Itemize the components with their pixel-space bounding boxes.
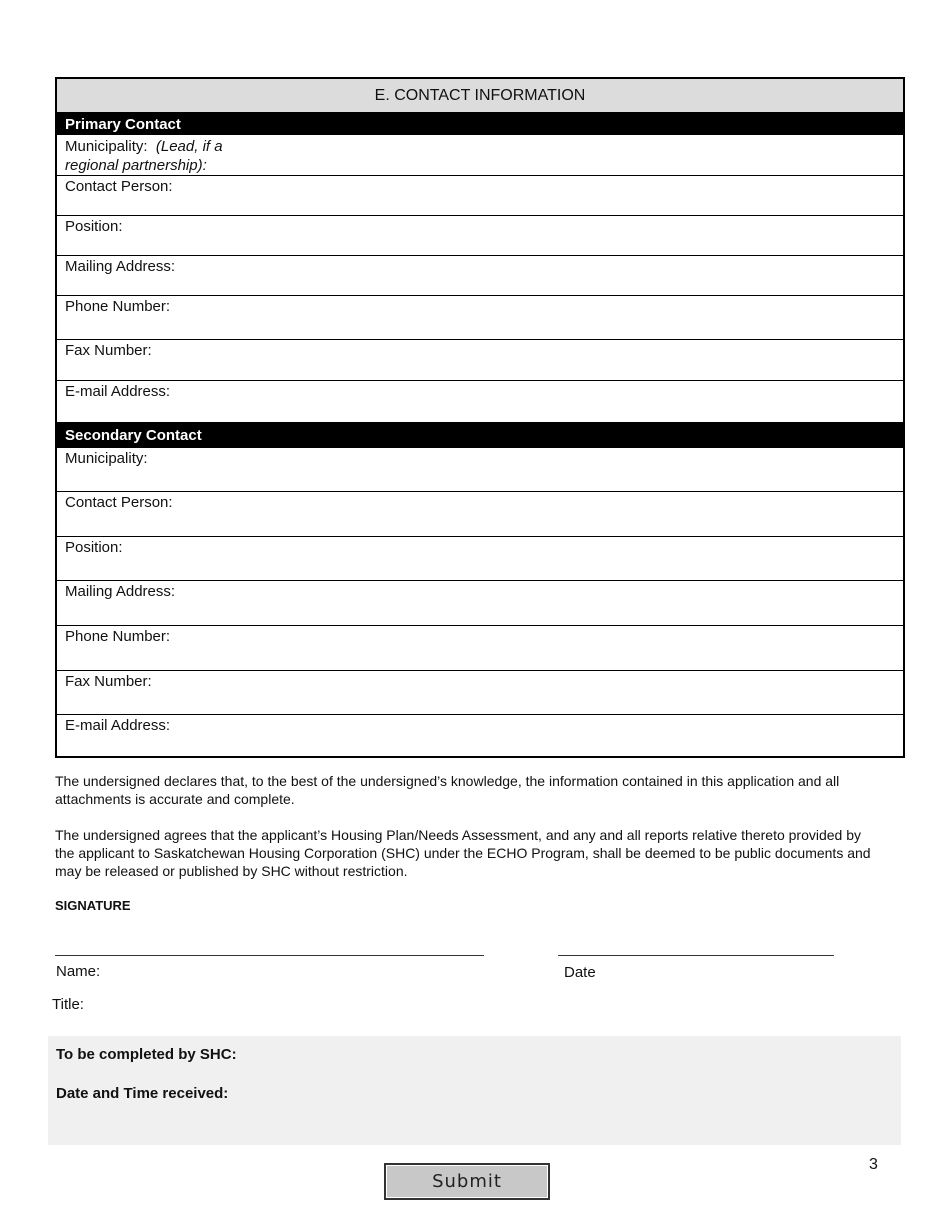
secondary-municipality-label: Municipality: bbox=[65, 450, 148, 467]
secondary-phone-row bbox=[57, 626, 903, 671]
secondary-mailing-address-row bbox=[57, 581, 903, 626]
page-number: 3 bbox=[869, 1156, 878, 1173]
primary-position-input[interactable] bbox=[287, 220, 895, 251]
primary-contact-heading: Primary Contact bbox=[57, 113, 903, 135]
primary-fax-input[interactable] bbox=[287, 344, 895, 376]
secondary-municipality-row bbox=[57, 448, 903, 492]
primary-mailing-address-label: Mailing Address: bbox=[65, 258, 176, 275]
primary-phone-input[interactable] bbox=[287, 300, 895, 335]
signature-heading: SIGNATURE bbox=[55, 898, 131, 913]
secondary-phone-label: Phone Number: bbox=[65, 628, 171, 645]
secondary-email-row bbox=[57, 715, 903, 756]
section-title: E. CONTACT INFORMATION bbox=[57, 79, 903, 113]
secondary-email-input[interactable] bbox=[287, 719, 895, 752]
secondary-position-input[interactable] bbox=[287, 541, 895, 576]
primary-mailing-address-input[interactable] bbox=[287, 260, 895, 291]
name-signature-line[interactable] bbox=[55, 955, 484, 956]
secondary-contact-person-input[interactable] bbox=[287, 496, 895, 532]
primary-email-row bbox=[57, 381, 903, 422]
date-time-received-label: Date and Time received: bbox=[56, 1085, 229, 1102]
date-signature-line[interactable] bbox=[558, 955, 834, 956]
secondary-fax-row bbox=[57, 671, 903, 715]
title-label: Title: bbox=[52, 996, 84, 1013]
secondary-mailing-address-label: Mailing Address: bbox=[65, 583, 176, 600]
primary-contact-person-row bbox=[57, 176, 903, 216]
declaration-paragraph-2: The undersigned agrees that the applicant’s Housing Plan/Needs Assessment, and any and all reports relative thereto provided by the applicant to Saskatchewan Housing Corporation (SHC) under the ECHO Program, shall be deemed to be public documents and may be released or published by SHC without restriction. bbox=[55, 827, 871, 879]
secondary-email-label: E-mail Address: bbox=[65, 717, 171, 734]
primary-email-input[interactable] bbox=[287, 385, 895, 418]
secondary-fax-input[interactable] bbox=[287, 675, 895, 710]
primary-contact-person-label: Contact Person: bbox=[65, 178, 173, 195]
secondary-contact-person-row bbox=[57, 492, 903, 537]
primary-phone-label: Phone Number: bbox=[65, 298, 171, 315]
secondary-phone-input[interactable] bbox=[287, 630, 895, 666]
primary-mailing-address-row bbox=[57, 256, 903, 296]
shc-use-box bbox=[48, 1036, 901, 1145]
secondary-municipality-input[interactable] bbox=[287, 452, 895, 487]
name-label: Name: bbox=[56, 963, 101, 980]
primary-position-row bbox=[57, 216, 903, 256]
submit-button[interactable]: Submit bbox=[384, 1163, 550, 1200]
primary-phone-row bbox=[57, 296, 903, 340]
secondary-contact-person-label: Contact Person: bbox=[65, 494, 173, 511]
primary-fax-label: Fax Number: bbox=[65, 342, 152, 359]
primary-municipality-hint: (Lead, if a regional partnership): bbox=[65, 138, 223, 174]
primary-municipality-row bbox=[57, 135, 903, 176]
secondary-contact-heading: Secondary Contact bbox=[57, 422, 903, 448]
secondary-mailing-address-input[interactable] bbox=[287, 585, 895, 621]
declaration-paragraph-1: The undersigned declares that, to the best of the undersigned’s knowledge, the information contained in this application and all attachments is accurate and complete. bbox=[55, 773, 840, 807]
secondary-position-row bbox=[57, 537, 903, 581]
primary-contact-person-input[interactable] bbox=[287, 180, 895, 211]
primary-municipality-input[interactable] bbox=[287, 139, 895, 171]
primary-email-label: E-mail Address: bbox=[65, 383, 171, 400]
primary-fax-row bbox=[57, 340, 903, 381]
secondary-fax-label: Fax Number: bbox=[65, 673, 152, 690]
shc-heading: To be completed by SHC: bbox=[56, 1046, 237, 1063]
primary-municipality-label: Municipality: (Lead, if a regional partnership): bbox=[65, 138, 223, 174]
date-label: Date bbox=[564, 964, 596, 981]
contact-information-table bbox=[55, 77, 905, 758]
secondary-position-label: Position: bbox=[65, 539, 123, 556]
primary-position-label: Position: bbox=[65, 218, 123, 235]
